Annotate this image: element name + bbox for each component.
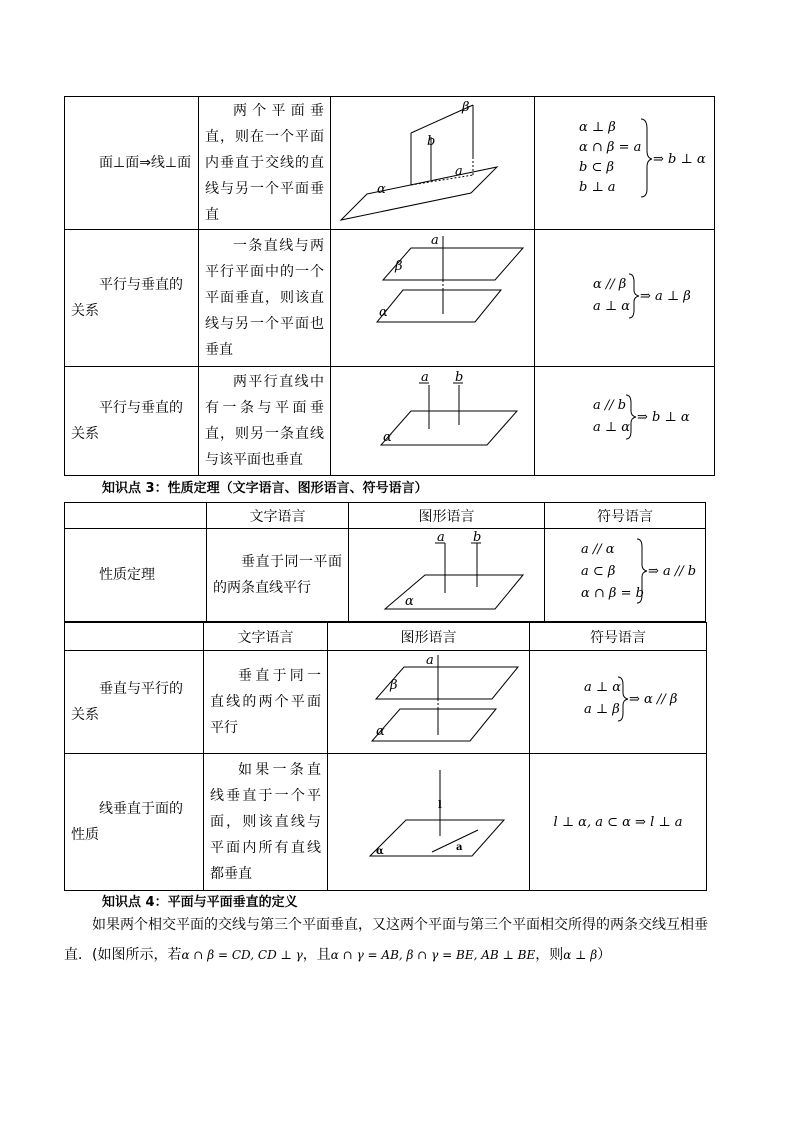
header-text-lang: 文字语言 [207,503,349,529]
header-symbol-lang: 符号语言 [530,623,707,651]
row-text: 两个平面垂直，则在一个平面内垂直于交线的直线与另一个平面垂直 [199,97,331,230]
label-b: b [473,530,482,545]
label-alpha: α [383,430,392,445]
row-text: 垂直于同一平面的两条直线平行 [207,529,349,622]
table-perp-parallel [64,622,707,891]
section-heading-3: 知识点 3：性质定理（文字语言、图形语言、符号语言） [102,481,428,496]
sym-line: a // α [581,542,615,557]
label-a: a [455,164,463,179]
figure-parallel-lines [331,367,535,476]
math-3: α ⊥ β [563,948,598,962]
figure-plane-perp-plane [331,97,535,230]
header-figure-lang: 图形语言 [328,623,530,651]
symbol-cell [535,97,715,230]
label-l: l [438,800,442,811]
row-text: 两平行直线中有一条与平面垂直，则另一条直线与该平面也垂直 [199,367,331,476]
label-b: b [427,134,436,149]
figure-parallel-planes [331,230,535,367]
sym-result: ⇒ a ⊥ β [640,289,691,304]
sym-line: a // b [593,398,627,413]
brace [641,119,652,197]
figure-perp-planes-parallel [328,651,530,754]
label-beta: β [462,100,470,115]
brace [629,274,639,318]
sym-line: α // β [593,277,627,292]
row-label: 平行与垂直的 关系 [65,230,199,367]
symbol-cell [535,367,715,476]
table-row [65,754,707,891]
sym-line: a ⊥ β [584,702,620,717]
table-header-row [65,503,706,529]
row-label: 垂直与平行的 关系 [65,651,204,754]
sym-line: a ⊥ α [584,680,622,695]
label-a: a [421,370,429,385]
row-label: 性质定理 [65,529,207,622]
label-a: a [431,233,439,248]
symbol-cell [535,230,715,367]
symbol-cell [530,754,707,891]
table-row [65,97,715,230]
sym-result: ⇒ a // b [648,564,697,579]
figure-two-perp-lines [349,529,545,622]
row-text: 垂直于同一直线的两个平面平行 [204,651,328,754]
figure-line-perp-plane [328,754,530,891]
math-1: α ∩ β = CD, CD ⊥ γ [181,948,303,962]
table-row [65,651,707,754]
symbol-cell [530,651,707,754]
sym-line: α ⊥ β [579,120,616,135]
sym-line: a ⊂ β [581,564,616,579]
table-row [65,367,715,476]
label-beta: β [390,678,398,693]
symbol-cell [545,529,706,622]
sym-line: a ⊥ α [593,299,631,314]
math-2: α ∩ γ = AB, β ∩ γ = BE, AB ⊥ BE [330,948,536,962]
table-property-theorem [64,502,706,622]
table-perpendicular-relations [64,96,715,476]
label-a: a [437,530,445,545]
sym-line: a ⊥ α [593,420,631,435]
header-figure-lang: 图形语言 [349,503,545,529]
sym-result: ⇒ α // β [629,692,678,707]
table-row [65,230,715,367]
sym-line: b ⊥ a [579,180,616,195]
header-text-lang: 文字语言 [204,623,328,651]
label-alpha: α [376,724,385,739]
header-symbol-lang: 符号语言 [545,503,706,529]
row-label: 线垂直于面的 性质 [65,754,204,891]
sym-result: ⇒ b ⊥ α [637,410,690,425]
label-a: a [426,653,434,668]
sym-line: b ⊂ β [579,160,614,175]
label-beta: β [395,259,403,274]
table-row [65,529,706,622]
label-alpha: α [405,594,414,609]
sym-line: α ∩ β = b [581,586,644,601]
row-text: 如果一条直线垂直于一个平面，则该直线与平面内所有直线都垂直 [204,754,328,891]
sym-result: ⇒ b ⊥ α [653,152,706,167]
label-alpha: α [377,182,386,197]
label-b: b [455,370,464,385]
label-alpha: α [376,846,384,857]
label-alpha: α [379,305,388,320]
sym-line: l ⊥ α, a ⊂ α ⇒ l ⊥ a [553,814,683,830]
table-header-row [65,623,707,651]
row-label: 平行与垂直的 关系 [65,367,199,476]
row-text: 一条直线与两平行平面中的一个平面垂直，则该直线与另一个平面也垂直 [199,230,331,367]
definition-paragraph: 如果两个相交平面的交线与第三个平面垂直，又这两个平面与第三个平面相交所得的两条交线互相垂直．(如图所示，若α ∩ β = CD, CD ⊥ γ，且α ∩ γ = AB, β ∩ γ = BE, AB ⊥ BE，则α ⊥ β） [64,917,708,963]
label-a: a [456,842,463,853]
section-heading-4: 知识点 4：平面与平面垂直的定义 [102,895,298,910]
row-label: 面⊥面⇒线⊥面 [65,97,199,230]
sym-line: α ∩ β = a [579,140,642,155]
